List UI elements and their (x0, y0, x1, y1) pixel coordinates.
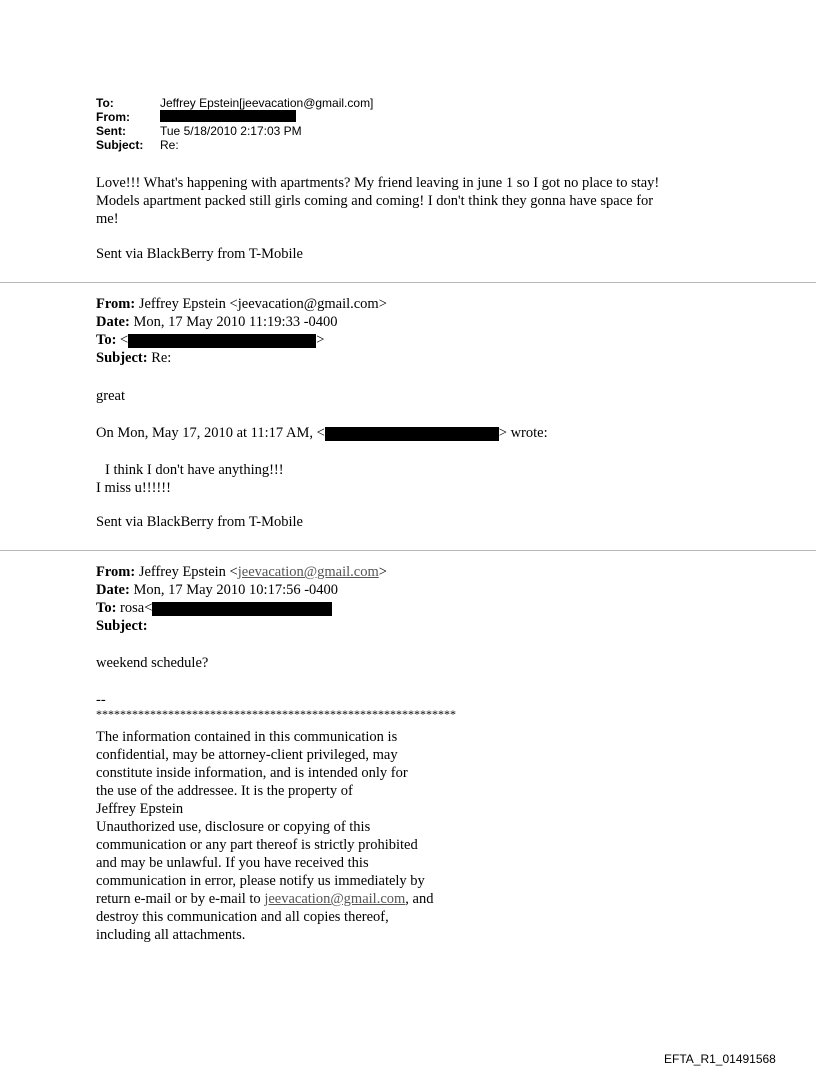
disclaimer-line: confidential, may be attorney-client privileged, may (96, 747, 398, 763)
from-value: Jeffrey Epstein <jeevacation@gmail.com> (138, 296, 387, 312)
disclaimer-line: The information contained in this communication is (96, 729, 398, 745)
message3-from-row (96, 563, 387, 581)
header-to-label: To: (96, 96, 114, 110)
to-close: > (316, 332, 325, 348)
message3-header (96, 563, 387, 635)
message2-to-row (96, 331, 387, 349)
message2-header (96, 295, 387, 367)
header-to-row (96, 96, 373, 110)
stars-line: ************************************************************ (96, 707, 456, 721)
header-from-row (96, 110, 373, 124)
date-value: Mon, 17 May 2010 11:19:33 -0400 (133, 314, 338, 330)
message2-signature: Sent via BlackBerry from T-Mobile (96, 514, 303, 530)
disclaimer-email-suffix: , and (405, 891, 434, 907)
quote-suffix: > wrote: (498, 425, 548, 441)
from-suffix: > (378, 564, 387, 580)
date-label: Date: (96, 314, 130, 330)
header-sent-row (96, 124, 373, 138)
header-subject-label: Subject: (96, 138, 144, 152)
disclaimer-line: including all attachments. (96, 927, 246, 943)
header-sent-value: Tue 5/18/2010 2:17:03 PM (160, 124, 302, 138)
message2-quoted (96, 461, 284, 497)
disclaimer-line: the use of the addressee. It is the property of (96, 783, 353, 799)
disclaimer-email-prefix: return e-mail or by e-mail to (96, 891, 265, 907)
disclaimer-line: communication or any part thereof is strictly prohibited (96, 837, 418, 853)
header-subject-value: Re: (160, 138, 179, 152)
email-header (96, 96, 373, 152)
header-from-label: From: (96, 110, 130, 124)
from-prefix: Jeffrey Epstein < (138, 564, 238, 580)
disclaimer-line: Unauthorized use, disclosure or copying of this (96, 819, 371, 835)
quoted-line: I miss u!!!!!! (96, 480, 171, 496)
body-line: me! (96, 211, 119, 227)
date-label: Date: (96, 582, 130, 598)
disclaimer-line: Jeffrey Epstein (96, 801, 184, 817)
quote-prefix: On Mon, May 17, 2010 at 11:17 AM, < (96, 425, 325, 441)
to-value: rosa< (120, 600, 153, 616)
divider (0, 282, 816, 283)
quoted-line: I think I don't have anything!!! (105, 462, 284, 478)
redaction-box (160, 110, 296, 122)
message3-body: weekend schedule? (96, 655, 209, 671)
message2-from-row (96, 295, 387, 313)
message3-to-row (96, 599, 387, 617)
message2-body: great (96, 388, 125, 404)
message1-body (96, 174, 659, 228)
to-label: To: (96, 332, 117, 348)
message2-date-row (96, 313, 387, 331)
redaction-box (325, 427, 499, 441)
disclaimer-line: communication in error, please notify us immediately by (96, 873, 425, 889)
header-sent-label: Sent: (96, 124, 126, 138)
message3-subject-row (96, 617, 387, 635)
disclaimer (96, 728, 433, 944)
disclaimer-email-link[interactable]: jeevacation@gmail.com (264, 891, 406, 907)
disclaimer-line: and may be unlawful. If you have received this (96, 855, 369, 871)
message2-quote-intro (96, 424, 548, 442)
to-label: To: (96, 600, 117, 616)
document-id: EFTA_R1_01491568 (664, 1052, 776, 1066)
signature-separator: -- (96, 692, 106, 708)
message1-signature: Sent via BlackBerry from T-Mobile (96, 246, 303, 262)
message3-date-row (96, 581, 387, 599)
disclaimer-line: constitute inside information, and is intended only for (96, 765, 408, 781)
redaction-box (152, 602, 332, 616)
subject-label: Subject: (96, 618, 148, 634)
from-label: From: (96, 564, 136, 580)
from-email-link[interactable]: jeevacation@gmail.com (237, 564, 379, 580)
disclaimer-email-line (96, 890, 433, 908)
from-label: From: (96, 296, 136, 312)
message2-subject-row (96, 349, 387, 367)
header-to-value: Jeffrey Epstein[jeevacation@gmail.com] (160, 96, 374, 110)
to-open: < (120, 332, 129, 348)
subject-label: Subject: (96, 350, 148, 366)
body-line: Models apartment packed still girls coming and coming! I don't think they gonna have space for (96, 193, 654, 209)
subject-value: Re: (151, 350, 172, 366)
header-subject-row (96, 138, 373, 152)
redaction-box (128, 334, 316, 348)
disclaimer-line: destroy this communication and all copies thereof, (96, 909, 389, 925)
body-line: Love!!! What's happening with apartments? My friend leaving in june 1 so I got no place to stay! (96, 175, 660, 191)
date-value: Mon, 17 May 2010 10:17:56 -0400 (133, 582, 339, 598)
divider (0, 550, 816, 551)
